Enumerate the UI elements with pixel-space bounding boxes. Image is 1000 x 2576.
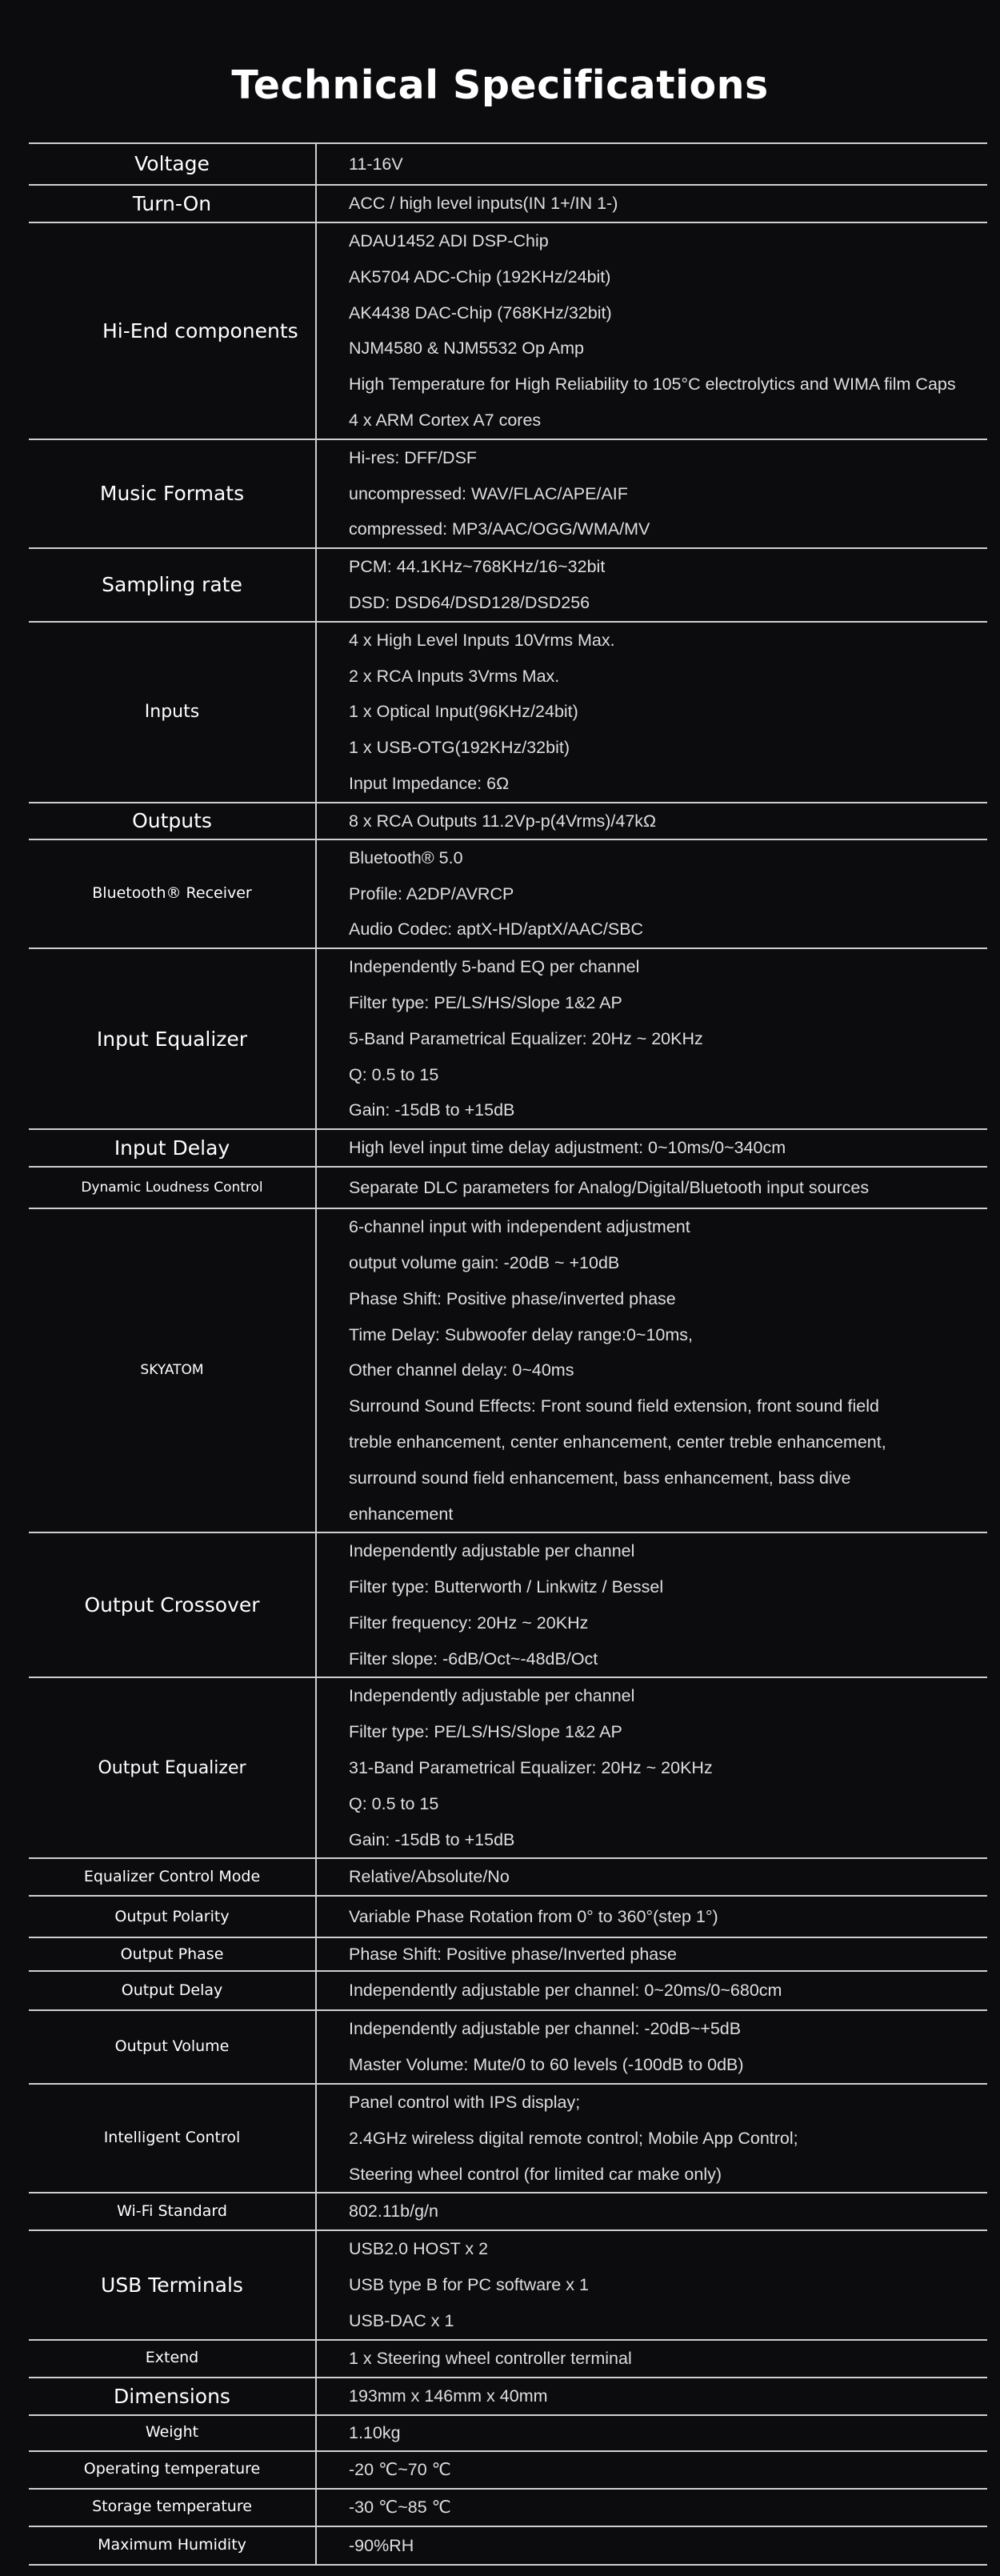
spec-label: Inputs — [29, 623, 317, 802]
spec-label: Hi-End components — [29, 223, 317, 439]
spec-value: Q: 0.5 to 15 — [349, 1793, 439, 1813]
spec-value: 1 x Optical Input(96KHz/24bit) — [349, 702, 578, 722]
spec-value: 2 x RCA Inputs 3Vrms Max. — [349, 666, 560, 686]
spec-row — [29, 1533, 987, 1678]
spec-row — [29, 1168, 987, 1209]
spec-row — [29, 1209, 987, 1533]
spec-value: Q: 0.5 to 15 — [349, 1064, 439, 1084]
spec-row — [29, 549, 987, 623]
spec-row — [29, 2378, 987, 2416]
spec-values — [317, 1859, 987, 1895]
spec-row — [29, 2416, 987, 2452]
spec-row — [29, 1897, 987, 1938]
spec-value: Input Impedance: 6Ω — [349, 773, 510, 793]
spec-values — [317, 1897, 987, 1937]
spec-values — [317, 949, 987, 1128]
spec-label: Wi-Fi Standard — [29, 2193, 317, 2229]
spec-value: AK4438 DAC-Chip (768KHz/32bit) — [349, 302, 612, 323]
spec-label: Maximum Humidity — [29, 2527, 317, 2564]
spec-value: Profile: A2DP/AVRCP — [349, 883, 514, 903]
spec-row — [29, 1130, 987, 1168]
spec-value: Hi-res: DFF/DSF — [349, 447, 478, 467]
spec-values — [317, 2193, 987, 2229]
spec-label: Music Formats — [29, 440, 317, 547]
spec-values — [317, 144, 987, 184]
spec-label: Outputs — [29, 803, 317, 839]
spec-row — [29, 803, 987, 840]
spec-value: ADAU1452 ADI DSP-Chip — [349, 231, 549, 250]
spec-value: -30 ℃~85 ℃ — [349, 2497, 451, 2517]
spec-values — [317, 223, 987, 439]
spec-value: -90%RH — [349, 2535, 414, 2555]
spec-label: Operating temperature — [29, 2452, 317, 2488]
spec-label: Output Crossover — [29, 1533, 317, 1677]
spec-value: Panel control with IPS display; — [349, 2093, 581, 2113]
spec-value: Independently adjustable per channel: 0~20ms/0~680cm — [349, 1981, 782, 2001]
spec-row — [29, 2085, 987, 2193]
spec-values — [317, 1972, 987, 2009]
spec-label: Equalizer Control Mode — [29, 1859, 317, 1895]
spec-value: Filter type: Butterworth / Linkwitz / Bessel — [349, 1577, 664, 1597]
spec-values — [317, 803, 987, 839]
spec-label: Storage temperature — [29, 2490, 317, 2526]
spec-values — [317, 1938, 987, 1970]
spec-values — [317, 549, 987, 621]
spec-label: Output Delay — [29, 1972, 317, 2009]
spec-label: Input Equalizer — [29, 949, 317, 1128]
spec-value: 4 x ARM Cortex A7 cores — [349, 410, 542, 430]
spec-value: Separate DLC parameters for Analog/Digital/Bluetooth input sources — [349, 1178, 870, 1198]
spec-values — [317, 2011, 987, 2083]
spec-value: 802.11b/g/n — [349, 2201, 438, 2221]
spec-values — [317, 2416, 987, 2450]
spec-row — [29, 440, 987, 549]
spec-value: Independently adjustable per channel: -20dB~+5dB — [349, 2019, 742, 2039]
spec-label: Voltage — [29, 144, 317, 184]
spec-value: compressed: MP3/AAC/OGG/WMA/MV — [349, 519, 650, 539]
spec-value: Phase Shift: Positive phase/inverted phase — [349, 1288, 676, 1308]
spec-value: Relative/Absolute/No — [349, 1867, 510, 1887]
spec-values — [317, 2231, 987, 2338]
spec-value: 4 x High Level Inputs 10Vrms Max. — [349, 630, 615, 650]
spec-value: 1 x USB-OTG(192KHz/32bit) — [349, 738, 570, 758]
spec-row — [29, 2231, 987, 2340]
spec-value: 6-channel input with independent adjustment — [349, 1217, 690, 1237]
spec-value: 193mm x 146mm x 40mm — [349, 2386, 548, 2406]
spec-label: Extend — [29, 2341, 317, 2377]
spec-row — [29, 1938, 987, 1972]
spec-values — [317, 1209, 987, 1532]
spec-values — [317, 440, 987, 547]
spec-value: 8 x RCA Outputs 11.2Vp-p(4Vrms)/47kΩ — [349, 811, 657, 831]
spec-row — [29, 2490, 987, 2527]
spec-value: Variable Phase Rotation from 0° to 360°(step 1°) — [349, 1907, 718, 1927]
spec-value: Gain: -15dB to +15dB — [349, 1829, 515, 1849]
spec-value: Independently 5-band EQ per channel — [349, 957, 640, 977]
spec-value: USB-DAC x 1 — [349, 2311, 454, 2331]
spec-value: Phase Shift: Positive phase/Inverted phase — [349, 1945, 677, 1965]
spec-values — [317, 186, 987, 222]
spec-value: enhancement — [349, 1504, 454, 1524]
spec-row — [29, 223, 987, 440]
spec-values — [317, 2452, 987, 2488]
spec-values — [317, 1533, 987, 1677]
spec-row — [29, 840, 987, 949]
spec-value: Other channel delay: 0~40ms — [349, 1360, 574, 1380]
spec-values — [317, 2378, 987, 2414]
spec-row — [29, 2011, 987, 2085]
spec-row — [29, 2527, 987, 2566]
spec-label: Output Volume — [29, 2011, 317, 2083]
spec-value: DSD: DSD64/DSD128/DSD256 — [349, 592, 590, 612]
spec-value: 11-16V — [349, 154, 403, 174]
spec-values — [317, 840, 987, 947]
spec-row — [29, 2341, 987, 2378]
spec-label: USB Terminals — [29, 2231, 317, 2338]
spec-value: output volume gain: -20dB ~ +10dB — [349, 1252, 620, 1272]
spec-value: 31-Band Parametrical Equalizer: 20Hz ~ 20KHz — [349, 1758, 713, 1778]
spec-row — [29, 1972, 987, 2011]
spec-row — [29, 949, 987, 1130]
spec-value: Filter frequency: 20Hz ~ 20KHz — [349, 1613, 589, 1633]
spec-label: Input Delay — [29, 1130, 317, 1166]
spec-label: Weight — [29, 2416, 317, 2450]
spec-values — [317, 2527, 987, 2564]
spec-value: NJM4580 & NJM5532 Op Amp — [349, 339, 584, 359]
spec-value: ACC / high level inputs(IN 1+/IN 1-) — [349, 194, 618, 213]
spec-value: treble enhancement, center enhancement, center treble enhancement, — [349, 1432, 886, 1452]
spec-row — [29, 623, 987, 803]
spec-label: Output Phase — [29, 1938, 317, 1970]
spec-label: Sampling rate — [29, 549, 317, 621]
spec-value: Independently adjustable per channel — [349, 1541, 635, 1561]
spec-values — [317, 2490, 987, 2526]
spec-row — [29, 2452, 987, 2490]
spec-value: USB type B for PC software x 1 — [349, 2275, 589, 2295]
spec-value: Audio Codec: aptX-HD/aptX/AAC/SBC — [349, 919, 644, 939]
spec-value: 1 x Steering wheel controller terminal — [349, 2348, 632, 2368]
spec-label: Dynamic Loudness Control — [29, 1168, 317, 1208]
spec-value: High level input time delay adjustment: 0~10ms/0~340cm — [349, 1138, 786, 1158]
spec-row — [29, 1859, 987, 1897]
spec-row — [29, 186, 987, 223]
spec-value: AK5704 ADC-Chip (192KHz/24bit) — [349, 266, 611, 286]
page-title: Technical Specifications — [231, 62, 769, 108]
spec-value: -20 ℃~70 ℃ — [349, 2459, 451, 2479]
spec-label: SKYATOM — [29, 1209, 317, 1532]
spec-table — [29, 142, 987, 2566]
spec-values — [317, 1130, 987, 1166]
spec-value: 5-Band Parametrical Equalizer: 20Hz ~ 20KHz — [349, 1028, 703, 1048]
spec-value: 2.4GHz wireless digital remote control; Mobile App Control; — [349, 2128, 798, 2148]
spec-value: Filter type: PE/LS/HS/Slope 1&2 AP — [349, 992, 622, 1012]
spec-row — [29, 1678, 987, 1859]
spec-label: Bluetooth® Receiver — [29, 840, 317, 947]
spec-value: Master Volume: Mute/0 to 60 levels (-100dB to 0dB) — [349, 2055, 744, 2075]
spec-value: Filter type: PE/LS/HS/Slope 1&2 AP — [349, 1722, 622, 1742]
spec-row — [29, 2193, 987, 2231]
spec-value: PCM: 44.1KHz~768KHz/16~32bit — [349, 557, 606, 577]
spec-value: High Temperature for High Reliability to 105°C electrolytics and WIMA film Caps — [349, 375, 956, 395]
spec-value: Filter slope: -6dB/Oct~-48dB/Oct — [349, 1649, 598, 1669]
spec-values — [317, 2341, 987, 2377]
spec-label: Output Equalizer — [29, 1678, 317, 1857]
spec-values — [317, 1168, 987, 1208]
spec-label: Output Polarity — [29, 1897, 317, 1937]
spec-values — [317, 1678, 987, 1857]
spec-value: Surround Sound Effects: Front sound field extension, front sound field — [349, 1396, 879, 1416]
spec-label: Turn-On — [29, 186, 317, 222]
spec-value: Time Delay: Subwoofer delay range:0~10ms, — [349, 1324, 694, 1344]
spec-value: Bluetooth® 5.0 — [349, 847, 463, 867]
spec-value: Independently adjustable per channel — [349, 1686, 635, 1706]
spec-value: surround sound field enhancement, bass enhancement, bass dive — [349, 1468, 851, 1488]
spec-value: USB2.0 HOST x 2 — [349, 2239, 489, 2259]
spec-value: 1.10kg — [349, 2422, 401, 2442]
spec-value: Steering wheel control (for limited car make only) — [349, 2164, 722, 2184]
spec-label: Intelligent Control — [29, 2085, 317, 2192]
spec-values — [317, 2085, 987, 2192]
spec-value: Gain: -15dB to +15dB — [349, 1100, 515, 1120]
spec-values — [317, 623, 987, 802]
spec-row — [29, 144, 987, 186]
spec-label: Dimensions — [29, 2378, 317, 2414]
spec-value: uncompressed: WAV/FLAC/APE/AIF — [349, 483, 628, 503]
